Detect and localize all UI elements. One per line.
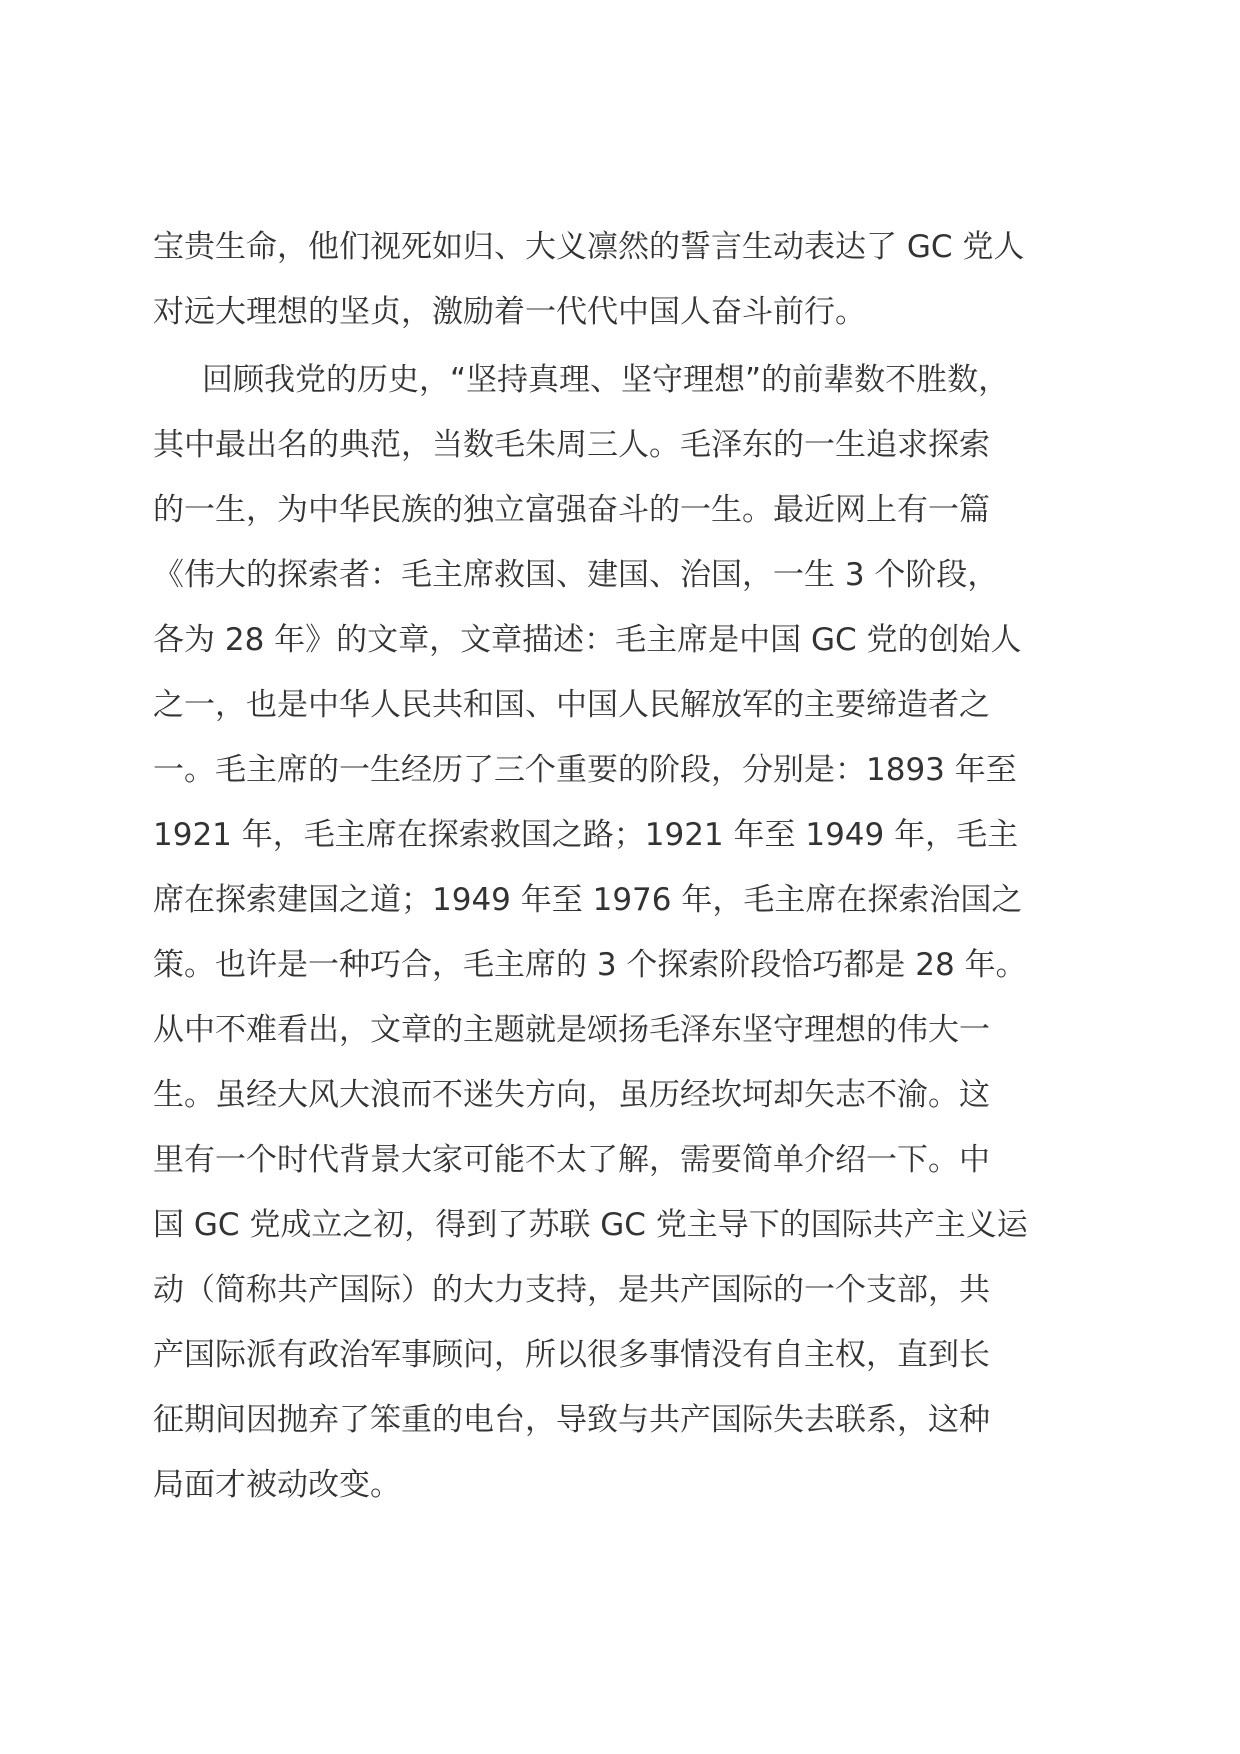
text-line: 宝贵生命，他们视死如归、大义凛然的誓言生动表达了 GC 党人 xyxy=(153,229,1025,265)
text-line: 其中最出名的典范，当数毛朱周三人。毛泽东的一生追求探索 xyxy=(153,427,990,463)
text-line: 策。也许是一种巧合，毛主席的 3 个探索阶段恰巧都是 28 年。 xyxy=(153,947,1027,983)
text-line: 一。毛主席的一生经历了三个重要的阶段，分别是：1893 年至 xyxy=(153,752,1017,788)
text-line: 席在探索建国之道；1949 年至 1976 年，毛主席在探索治国之 xyxy=(153,882,1023,918)
text-line: 的一生，为中华民族的独立富强奋斗的一生。最近网上有一篇 xyxy=(153,492,990,528)
text-line: 各为 28 年》的文章，文章描述：毛主席是中国 GC 党的创始人 xyxy=(153,622,1022,658)
text-line: 从中不难看出，文章的主题就是颂扬毛泽东坚守理想的伟大一 xyxy=(153,1012,990,1048)
text-line: 《伟大的探索者：毛主席救国、建国、治国，一生 3 个阶段， xyxy=(153,557,999,593)
text-line: 征期间因抛弃了笨重的电台，导致与共产国际失去联系，这种 xyxy=(153,1402,990,1438)
text-line: 动（简称共产国际）的大力支持，是共产国际的一个支部，共 xyxy=(153,1272,990,1308)
text-line: 回顾我党的历史，“坚持真理、坚守理想”的前辈数不胜数， xyxy=(202,362,1010,398)
text-line: 1921 年，毛主席在探索救国之路；1921 年至 1949 年，毛主 xyxy=(153,817,1019,853)
text-line: 生。虽经大风大浪而不迷失方向，虽历经坎坷却矢志不渝。这 xyxy=(153,1077,990,1113)
text-line: 里有一个时代背景大家可能不太了解，需要简单介绍一下。中 xyxy=(153,1142,990,1178)
text-line: 之一，也是中华人民共和国、中国人民解放军的主要缔造者之 xyxy=(153,687,990,723)
paragraph-2 xyxy=(153,348,1093,1518)
text-line: 对远大理想的坚贞，激励着一代代中国人奋斗前行。 xyxy=(153,294,866,330)
paragraph-1 xyxy=(153,215,1093,345)
text-line: 局面才被动改变。 xyxy=(153,1467,401,1503)
document-body xyxy=(153,215,1093,1518)
text-line: 产国际派有政治军事顾问，所以很多事情没有自主权，直到长 xyxy=(153,1337,990,1373)
text-line: 国 GC 党成立之初，得到了苏联 GC 党主导下的国际共产主义运 xyxy=(153,1207,1028,1243)
